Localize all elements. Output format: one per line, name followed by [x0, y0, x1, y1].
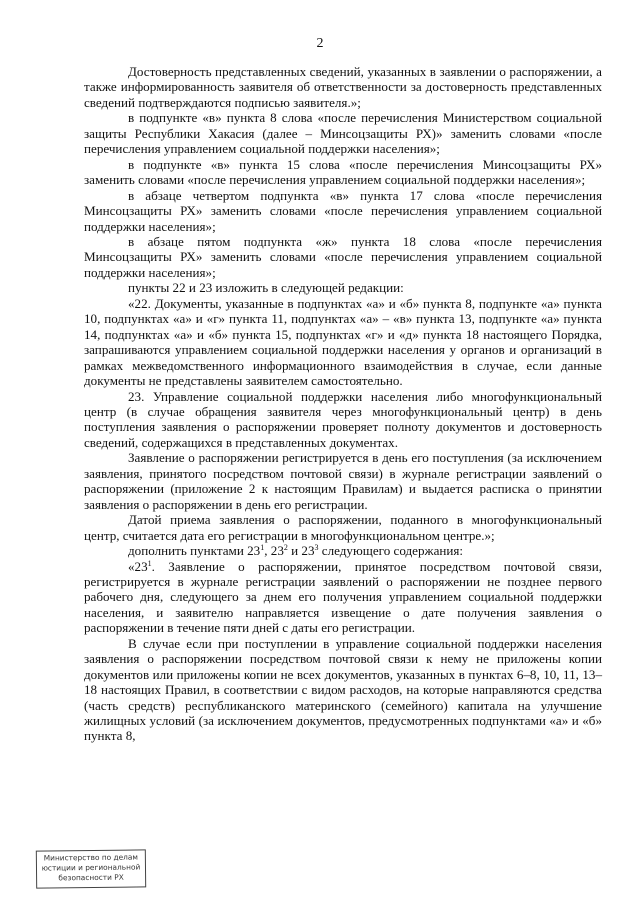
page-number: 2 [316, 36, 324, 51]
stamp-line: юстиции и региональной [41, 862, 141, 873]
point-text: . Заявление о распоряжении, принятое посредством почтовой связи, регистрируется в журнале регистрации заявлений о распоряжении не позднее первого рабочего дня, следующего за днем его получения управлением социальной поддержки населения, и заявителю направляется извещение о дате получения заявления о распоряжении в течение пяти дней с даты его регистрации. [84, 558, 602, 636]
points-intro-separator: и 23 [287, 543, 315, 559]
superscript: 2 [283, 543, 288, 553]
paragraph: пункты 22 и 23 изложить в следующей редакции: [128, 280, 404, 296]
superscript: 1 [260, 543, 265, 553]
paragraph: Достоверность представленных сведений, указанных в заявлении о распоряжении, а также информированность заявителя об ответственности за достоверность представленных сведений подтверждаются подписью заявителя.»; [84, 64, 602, 110]
superscript: 1 [147, 558, 152, 568]
stamp-line: безопасности РХ [58, 872, 124, 883]
points-intro-text: дополнить пунктами 23 [128, 543, 261, 559]
points-intro-separator: , 23 [264, 543, 284, 559]
paragraph: В случае если при поступлении в управление социальной поддержки населения заявления о распоряжении посредством почтовой связи к нему не приложены копии документов или приложены копии не всех документов, указанных в пунктах 6–8, 10, 11, 13–18 настоящих Правил, в соответствии с видом расходов, на которые направляются средства (часть средств) республиканского материнского (семейного) капитала на улучшение жилищных условий (за исключением документов, предусмотренных подпунктами «а» и «б» пункта 8, [84, 635, 602, 744]
point-23-1-paragraph [84, 559, 602, 636]
points-intro-paragraph [84, 543, 602, 558]
paragraph: Заявление о распоряжении регистрируется в день его поступления (за исключением заявления, принятого посредством почтовой связи) в журнале регистрации заявлений о распоряжении (приложение 2 к настоящим Правилам) и выдается расписка о принятии заявления о распоряжении в день его регистрации. [84, 450, 602, 512]
paragraph: в абзаце четвертом подпункта «в» пункта 17 слова «после перечисления Минсоцзащиты РХ» заменить словами «после перечисления управлением социальной поддержки населения»; [84, 187, 602, 234]
paragraph: 23. Управление социальной поддержки населения либо многофункциональный центр (в случае обращения заявителя через многофункциональный центр) в день поступления заявления о распоряжении проверяет полноту документов и достоверность сведений, содержащихся в представленных документах. [84, 388, 602, 450]
ministry-stamp [36, 849, 146, 888]
paragraph: Датой приема заявления о распоряжении, поданного в многофункциональный центр, считается дата его регистрации в многофункциональном центре.»; [84, 512, 602, 543]
point-number: «23 [128, 558, 148, 574]
paragraph: «22. Документы, указанные в подпунктах «а» и «б» пункта 8, подпункте «а» пункта 10, подпунктах «а» и «г» пункта 11, подпунктах «а» – «в» пункта 13, подпункте «а» пункта 14, подпунктах «а» и «б» пункта 15, подпунктах «г» и «д» пункта 18 настоящего Порядка, запрашиваются управлением социальной поддержки населения у органов и организаций в рамках межведомственного информационного взаимодействия в случае, если данные документы не представлены заявителем самостоятельно. [84, 295, 602, 389]
paragraph: в подпункте «в» пункта 8 слова «после перечисления Министерством социальной защиты Республики Хакасия (далее – Минсоцзащиты РХ)» заменить словами «после перечисления управлением социальной поддержки населения»; [84, 110, 602, 157]
paragraph: в подпункте «в» пункта 15 слова «после перечисления Минсоцзащиты РХ» заменить словами «после перечисления управлением социальной поддержки населения»; [84, 156, 602, 188]
paragraph: в абзаце пятом подпункта «ж» пункта 18 слова «после перечисления Минсоцзащиты РХ» заменить словами «после перечисления управлением социальной поддержки населения»; [84, 233, 602, 280]
superscript: 3 [314, 543, 319, 553]
stamp-line: Министерство по делам [43, 852, 139, 863]
points-intro-tail: следующего содержания: [318, 543, 464, 559]
document-body [84, 64, 602, 744]
